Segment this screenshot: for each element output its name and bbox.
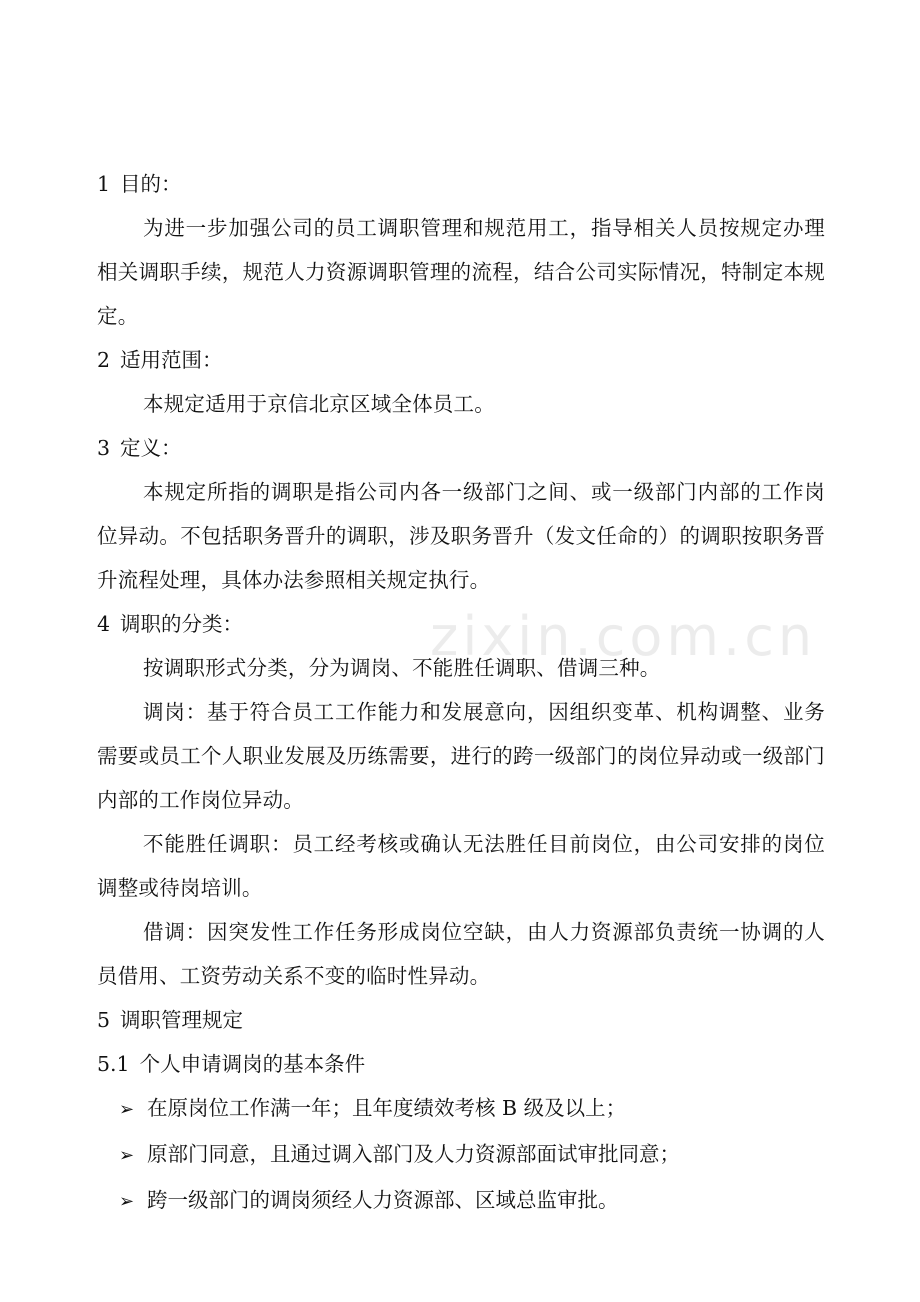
section-4-paragraph-2: 调岗：基于符合员工工作能力和发展意向，因组织变革、机构调整、业务需要或员工个人职业发展及历练需要，进行的跨一级部门的岗位异动或一级部门内部的工作岗位异动。 — [97, 700, 825, 812]
section-number: 4 — [97, 612, 111, 636]
section-number: 2 — [97, 348, 111, 372]
list-item — [119, 1178, 825, 1224]
arrow-bullet-icon: ➢ — [119, 1145, 135, 1166]
section-number: 5.1 — [97, 1052, 130, 1076]
section-5-1-heading — [97, 1042, 825, 1086]
section-4-heading — [97, 602, 825, 646]
arrow-bullet-icon: ➢ — [119, 1099, 135, 1120]
section-1-body: 为进一步加强公司的员工调职管理和规范用工，指导相关人员按规定办理相关调职手续，规范人力资源调职管理的流程，结合公司实际情况，特制定本规定。 — [97, 216, 825, 328]
section-3-body: 本规定所指的调职是指公司内各一级部门之间、或一级部门内部的工作岗位异动。不包括职务晋升的调职，涉及职务晋升（发文任命的）的调职按职务晋升流程处理，具体办法参照相关规定执行。 — [97, 480, 825, 592]
section-title: 目的： — [120, 172, 182, 196]
section-title: 调职的分类： — [120, 612, 244, 636]
conditions-list — [97, 1086, 825, 1224]
arrow-bullet-icon: ➢ — [119, 1191, 135, 1212]
list-item-text: 在原岗位工作满一年；且年度绩效考核 B 级及以上； — [147, 1096, 627, 1120]
watermark: zixin.com.cn — [430, 605, 817, 668]
list-item — [119, 1086, 825, 1132]
section-4-paragraph-3: 不能胜任调职：员工经考核或确认无法胜任目前岗位，由公司安排的岗位调整或待岗培训。 — [97, 832, 825, 900]
section-number: 5 — [97, 1008, 111, 1032]
section-title: 个人申请调岗的基本条件 — [139, 1052, 366, 1076]
section-title: 调职管理规定 — [120, 1008, 244, 1032]
document-content — [97, 162, 825, 1224]
section-title: 定义： — [120, 436, 182, 460]
section-number: 1 — [97, 172, 111, 196]
section-5-heading — [97, 998, 825, 1042]
list-item-text: 跨一级部门的调岗须经人力资源部、区域总监审批。 — [147, 1188, 619, 1212]
section-3-heading — [97, 426, 825, 470]
section-1-heading — [97, 162, 825, 206]
section-number: 3 — [97, 436, 111, 460]
section-2-body: 本规定适用于京信北京区域全体员工。 — [143, 392, 495, 416]
list-item — [119, 1132, 825, 1178]
section-4-paragraph-4: 借调：因突发性工作任务形成岗位空缺，由人力资源部负责统一协调的人员借用、工资劳动关系不变的临时性异动。 — [97, 920, 825, 988]
section-2-heading — [97, 338, 825, 382]
list-item-text: 原部门同意，且通过调入部门及人力资源部面试审批同意； — [147, 1142, 680, 1166]
section-4-paragraph-1: 按调职形式分类，分为调岗、不能胜任调职、借调三种。 — [143, 656, 661, 680]
section-title: 适用范围： — [120, 348, 223, 372]
